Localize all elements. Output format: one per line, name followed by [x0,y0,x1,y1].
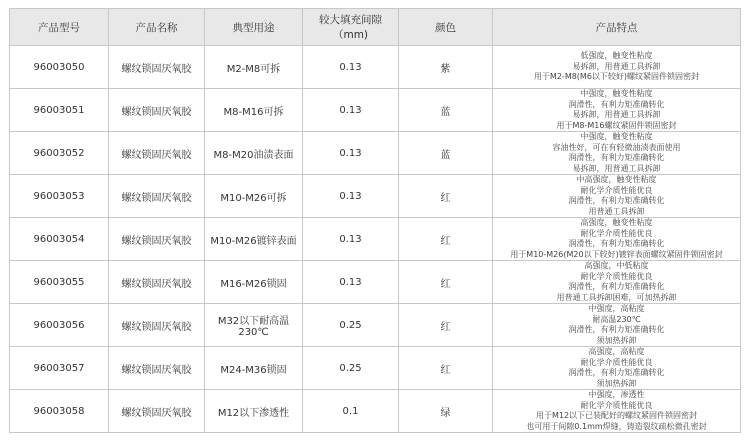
feature-line: 润滑性，有利力矩准确转化 [568,196,665,205]
use-cell: M10-M26可拆 [205,175,303,218]
color-cell: 红 [399,347,493,390]
table-row [10,347,741,390]
table-row [10,304,741,347]
table-row [10,175,741,218]
name-cell: 螺纹锁固厌氧胶 [109,390,205,433]
model-cell: 96003052 [10,132,109,175]
features-cell [493,304,741,347]
model-cell: 96003058 [10,390,109,433]
name-cell: 螺纹锁固厌氧胶 [109,132,205,175]
feature-line: 须加热拆卸 [596,378,637,388]
model-cell: 96003054 [10,218,109,261]
header-use: 典型用途 [205,9,303,46]
features-cell [493,347,741,390]
feature-line: 中强度，触变性粘度 [580,89,653,98]
use-cell: M2-M8可拆 [205,46,303,89]
table-row [10,46,741,89]
feature-line: 中强度，渗透性 [588,390,645,399]
features-cell [493,218,741,261]
feature-line: 低强度，触变性粘度 [580,51,653,61]
table-row [10,261,741,304]
feature-line: 润滑性，有利力矩准确转化 [568,99,665,109]
feature-line: 耐高温230℃ [592,314,641,324]
use-cell: M8-M16可拆 [205,89,303,132]
feature-line: 耐化学介质性能优良 [580,228,653,238]
feature-line: 须加热拆卸 [596,335,637,345]
gap-cell: 0.13 [303,89,399,132]
features-cell [493,390,741,433]
feature-line: 中强度，触变性粘度 [580,132,653,141]
use-cell: M32以下耐高温230℃ [205,304,303,347]
gap-cell: 0.25 [303,347,399,390]
use-cell: M12以下渗透性 [205,390,303,433]
color-cell: 紫 [399,46,493,89]
name-cell: 螺纹锁固厌氧胶 [109,304,205,347]
color-cell: 红 [399,304,493,347]
model-cell: 96003056 [10,304,109,347]
name-cell: 螺纹锁固厌氧胶 [109,175,205,218]
use-cell: M24-M36锁固 [205,347,303,390]
feature-line: 易拆卸，用普通工具拆卸 [572,61,661,71]
features-cell [493,46,741,89]
feature-line: 易拆卸，用普通工具拆卸 [572,163,661,173]
header-color: 颜色 [399,9,493,46]
feature-line: 中高强度，触变性粘度 [576,175,657,184]
color-cell: 蓝 [399,132,493,175]
gap-cell: 0.13 [303,132,399,175]
feature-line: 高强度，高粘度 [588,347,645,356]
table-header-row [10,9,741,46]
gap-cell: 0.13 [303,175,399,218]
model-cell: 96003057 [10,347,109,390]
feature-line: 润滑性，有利力矩准确转化 [568,368,665,377]
table-row [10,89,741,132]
color-cell: 蓝 [399,89,493,132]
gap-cell: 0.13 [303,261,399,304]
feature-line: 易拆卸，用普通工具拆卸 [572,110,661,119]
use-cell: M16-M26锁固 [205,261,303,304]
feature-line: 用普通工具拆卸 [588,206,645,216]
header-model: 产品型号 [10,9,109,46]
features-cell [493,175,741,218]
color-cell: 红 [399,261,493,304]
feature-line: 耐化学介质性能优良 [580,400,653,410]
product-table [9,8,741,433]
feature-line: 润滑性，有利力矩准确转化 [568,282,665,291]
color-cell: 绿 [399,390,493,433]
feature-line: 也可用于间隙0.1mm焊缝，铸造裂纹疏松微孔密封 [526,421,707,431]
product-table-container [9,8,741,433]
gap-cell: 0.1 [303,390,399,433]
feature-line: 润滑性，有利力矩准确转化 [568,325,665,334]
features-cell [493,89,741,132]
feature-line: 用于M10-M26(M20以下较好)镀锌表面螺纹紧固件锁固密封 [510,249,723,259]
feature-line: 润滑性，有利力矩准确转化 [568,239,665,248]
feature-line: 高强度，触变性粘度 [580,218,653,227]
color-cell: 红 [399,218,493,261]
use-cell: M8-M20油渍表面 [205,132,303,175]
gap-cell: 0.13 [303,46,399,89]
gap-cell: 0.25 [303,304,399,347]
table-body [10,46,741,433]
name-cell: 螺纹锁固厌氧胶 [109,347,205,390]
name-cell: 螺纹锁固厌氧胶 [109,218,205,261]
model-cell: 96003051 [10,89,109,132]
model-cell: 96003055 [10,261,109,304]
table-row [10,390,741,433]
feature-line: 润滑性，有利力矩准确转化 [568,153,665,162]
header-features: 产品特点 [493,9,741,46]
feature-line: 用于M8-M16螺纹紧固件锁固密封 [556,120,677,130]
feature-line: 用于M12以下已装配好的螺纹紧固件锁固密封 [535,411,698,420]
feature-line: 耐化学介质性能优良 [580,357,653,367]
name-cell: 螺纹锁固厌氧胶 [109,46,205,89]
feature-line: 高强度，中低粘度 [584,261,649,270]
color-cell: 红 [399,175,493,218]
model-cell: 96003053 [10,175,109,218]
features-cell [493,132,741,175]
table-row [10,218,741,261]
use-cell: M10-M26镀锌表面 [205,218,303,261]
feature-line: 中强度，高粘度 [588,304,645,313]
model-cell: 96003050 [10,46,109,89]
name-cell: 螺纹锁固厌氧胶 [109,261,205,304]
feature-line: 耐化学介质性能优良 [580,271,653,281]
header-name: 产品名称 [109,9,205,46]
feature-line: 耐化学介质性能优良 [580,185,653,195]
features-cell [493,261,741,304]
name-cell: 螺纹锁固厌氧胶 [109,89,205,132]
feature-line: 用普通工具拆卸困难，可加热拆卸 [556,292,677,302]
feature-line: 用于M2-M8(M6以下较好)螺纹紧固件锁固密封 [533,72,700,82]
feature-line: 容油性好，可在有轻微油渍表面使用 [552,142,681,152]
table-row [10,132,741,175]
header-gap: 较大填充间隙（mm) [303,9,399,46]
gap-cell: 0.13 [303,218,399,261]
